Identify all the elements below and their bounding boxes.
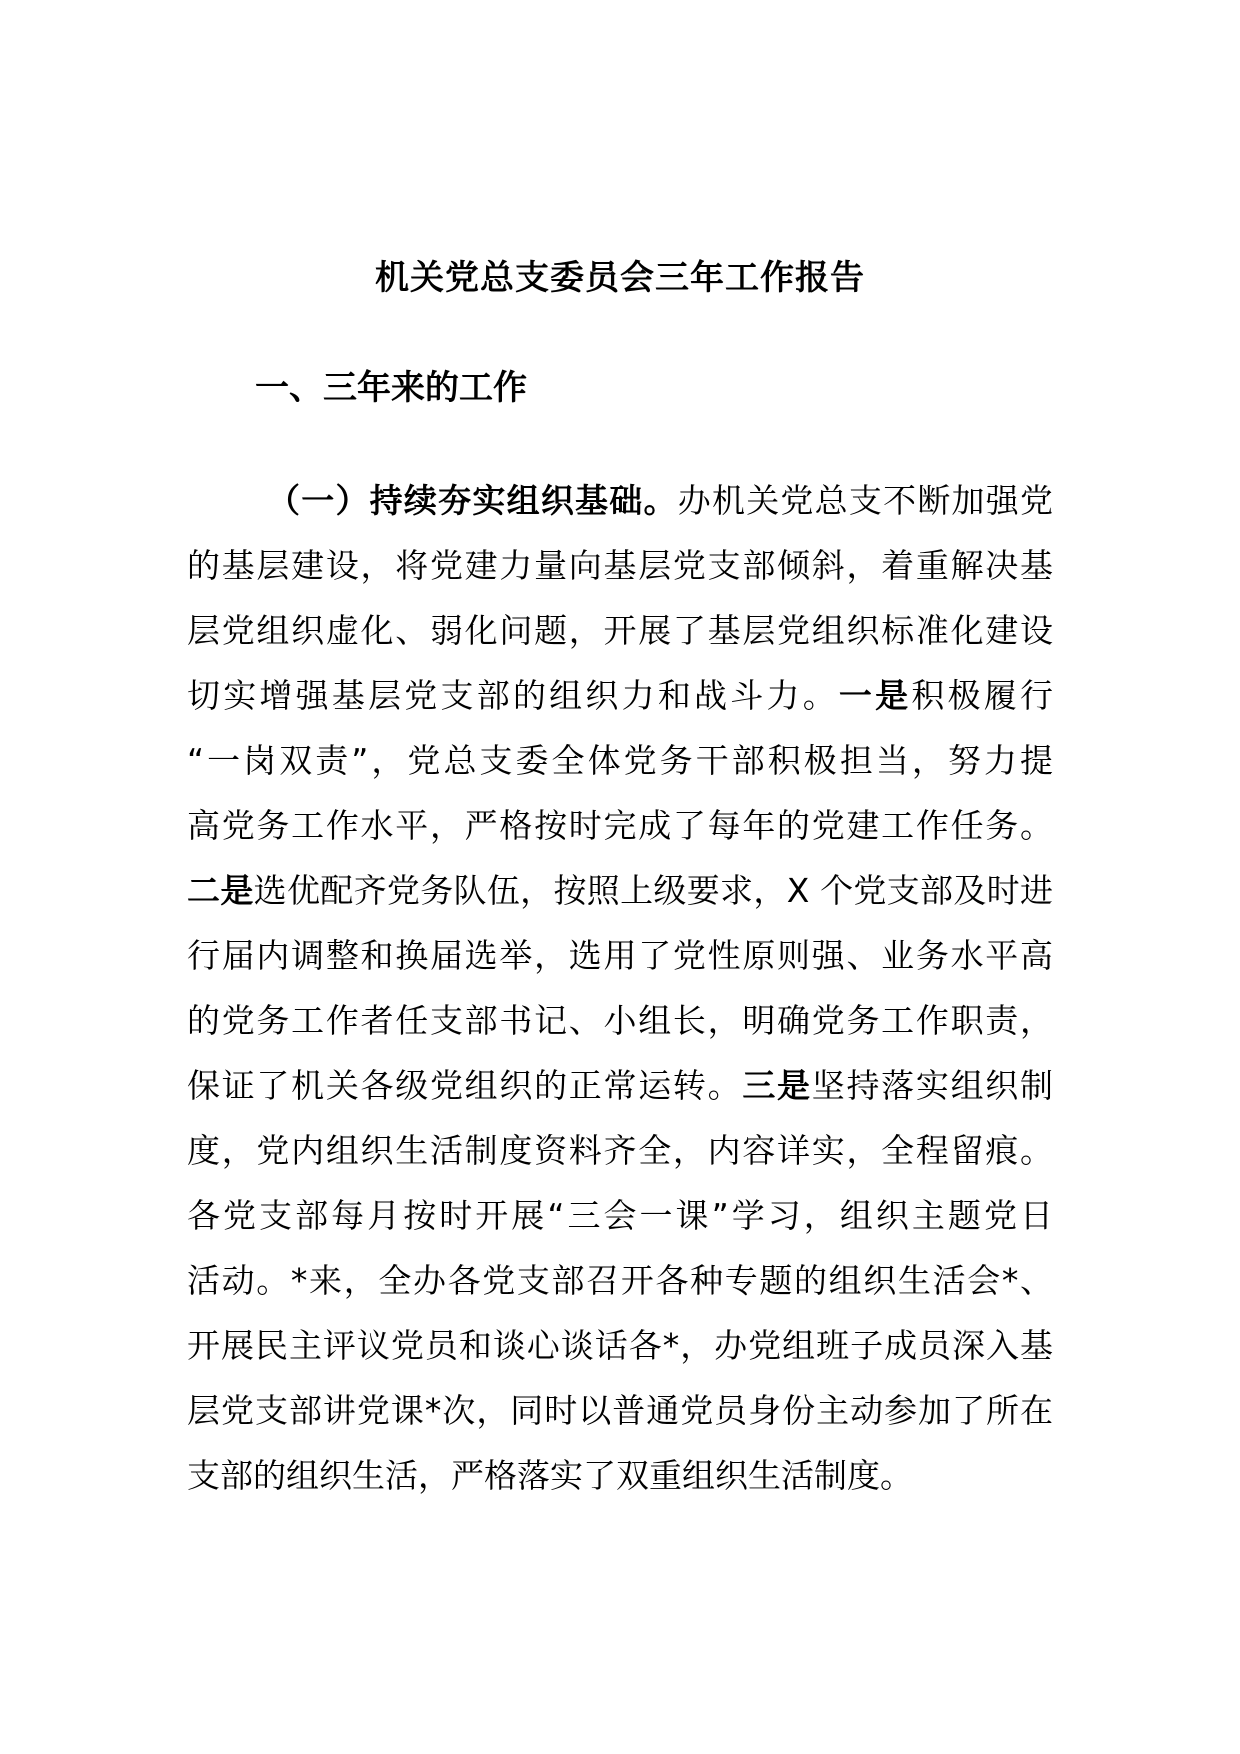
line-text: 层党组织虚化、弱化问题，开展了基层党组织标准化建设 <box>187 611 1053 650</box>
paragraph-line <box>187 1193 1053 1258</box>
line-text: 的党务工作者任支部书记、小组长，明确党务工作职责， <box>187 1001 1053 1040</box>
paragraph-line <box>187 738 1053 803</box>
line-text: 选优配齐党务队伍，按照上级要求，X 个党支部及时进 <box>253 871 1053 910</box>
line-text: 活动。*来，全办各党支部召开各种专题的组织生活会*、 <box>187 1261 1053 1300</box>
paragraph-line <box>187 1323 1053 1388</box>
line-text: 办机关党总支不断加强党 <box>677 481 1054 520</box>
paragraph-line <box>187 868 1053 933</box>
line-text: 切实增强基层党支部的组织力和战斗力。 <box>187 676 839 715</box>
paragraph-line <box>187 608 1053 673</box>
paragraph-line <box>187 803 1053 868</box>
paragraph-line <box>187 1128 1053 1193</box>
line-text: 保证了机关各级党组织的正常运转。 <box>187 1066 743 1105</box>
line-text: 各党支部每月按时开展“三会一课”学习，组织主题党日 <box>187 1196 1053 1235</box>
paragraph-line <box>187 1388 1053 1453</box>
line-text: 开展民主评议党员和谈心谈话各*，办党组班子成员深入基 <box>187 1326 1053 1365</box>
line-text: 积极履行 <box>911 676 1054 715</box>
paragraph-line <box>187 673 1053 738</box>
point-label: 二是 <box>187 871 254 910</box>
paragraph-line <box>187 1258 1053 1323</box>
paragraph-line <box>187 543 1053 608</box>
line-text: 度，党内组织生活制度资料齐全，内容详实，全程留痕。 <box>187 1131 1053 1170</box>
document-title: 机关党总支委员会三年工作报告 <box>375 258 865 298</box>
paragraph-line <box>187 1063 1053 1128</box>
paragraph-line <box>187 1453 1053 1518</box>
subsection-heading: （一）持续夯实组织基础。 <box>267 481 678 520</box>
point-label: 三是 <box>742 1066 812 1105</box>
section-heading: 一、三年来的工作 <box>255 368 527 408</box>
line-text: 高党务工作水平，严格按时完成了每年的党建工作任务。 <box>187 806 1053 845</box>
line-text: 坚持落实组织制 <box>811 1066 1054 1105</box>
line-text: 行届内调整和换届选举，选用了党性原则强、业务水平高 <box>187 936 1053 975</box>
body-paragraph <box>187 478 1053 1518</box>
line-text: “一岗双责”，党总支委全体党务干部积极担当，努力提 <box>187 741 1053 780</box>
line-text: 的基层建设，将党建力量向基层党支部倾斜，着重解决基 <box>187 546 1053 585</box>
paragraph-line <box>187 933 1053 998</box>
point-label: 一是 <box>838 676 912 715</box>
line-text: 层党支部讲党课*次，同时以普通党员身份主动参加了所在 <box>187 1391 1053 1430</box>
paragraph-line <box>187 998 1053 1063</box>
line-text: 支部的组织生活，严格落实了双重组织生活制度。 <box>187 1456 913 1495</box>
paragraph-line <box>187 478 1053 543</box>
